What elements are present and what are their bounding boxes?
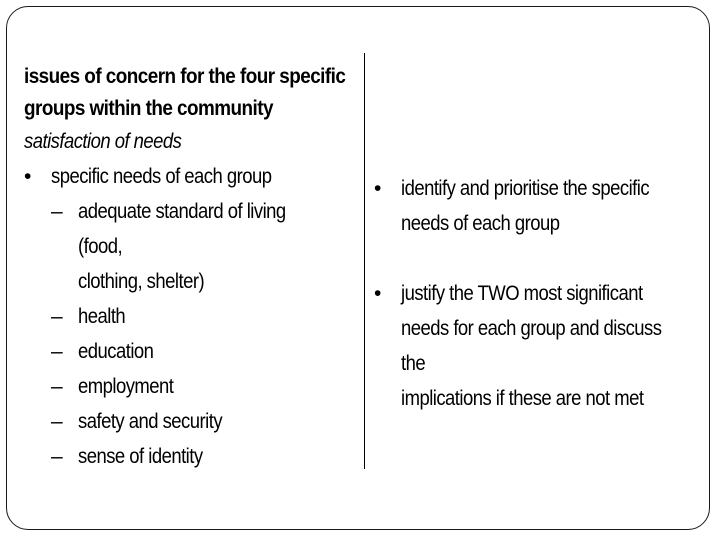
right-bullet-justify <box>374 276 709 416</box>
dash-marker: – <box>51 305 63 328</box>
need-item-living <box>24 194 359 299</box>
right-bullet-line-1: identify and prioritise the specific <box>401 177 650 200</box>
need-item-identity <box>24 439 359 474</box>
left-bullet-text: specific needs of each group <box>51 165 272 188</box>
need-text: education <box>78 340 154 363</box>
subheading: satisfaction of needs <box>24 130 182 153</box>
right-bullet-line-3: implications if these are not met <box>401 387 644 410</box>
right-column <box>374 171 709 416</box>
left-column <box>24 61 359 474</box>
bullet-marker: • <box>374 177 381 200</box>
dash-marker: – <box>51 340 63 363</box>
need-item-employment <box>24 369 359 404</box>
right-bullet-identify <box>374 171 709 241</box>
need-text: sense of identity <box>78 445 203 468</box>
heading-line-2: groups within the community <box>24 97 273 120</box>
right-bullet-line-2: needs of each group <box>401 212 560 235</box>
slide-frame <box>6 6 710 530</box>
right-bullet-line-1: justify the TWO most significant <box>401 282 643 305</box>
heading-line-1: issues of concern for the four specific <box>24 65 346 88</box>
need-item-health <box>24 299 359 334</box>
need-item-safety <box>24 404 359 439</box>
need-text-line-2: clothing, shelter) <box>78 270 205 293</box>
need-text: employment <box>78 375 174 398</box>
dash-marker: – <box>51 200 63 223</box>
column-divider <box>364 53 365 469</box>
need-text: safety and security <box>78 410 223 433</box>
right-bullet-line-2: needs for each group and discuss the <box>401 317 662 375</box>
bullet-marker: • <box>24 165 31 188</box>
left-bullet <box>24 159 359 194</box>
need-text: health <box>78 305 126 328</box>
bullet-marker: • <box>374 282 381 305</box>
need-text-line-1: adequate standard of living (food, <box>78 200 286 258</box>
dash-marker: – <box>51 445 63 468</box>
dash-marker: – <box>51 375 63 398</box>
need-item-education <box>24 334 359 369</box>
spacer <box>374 241 709 276</box>
dash-marker: – <box>51 410 63 433</box>
